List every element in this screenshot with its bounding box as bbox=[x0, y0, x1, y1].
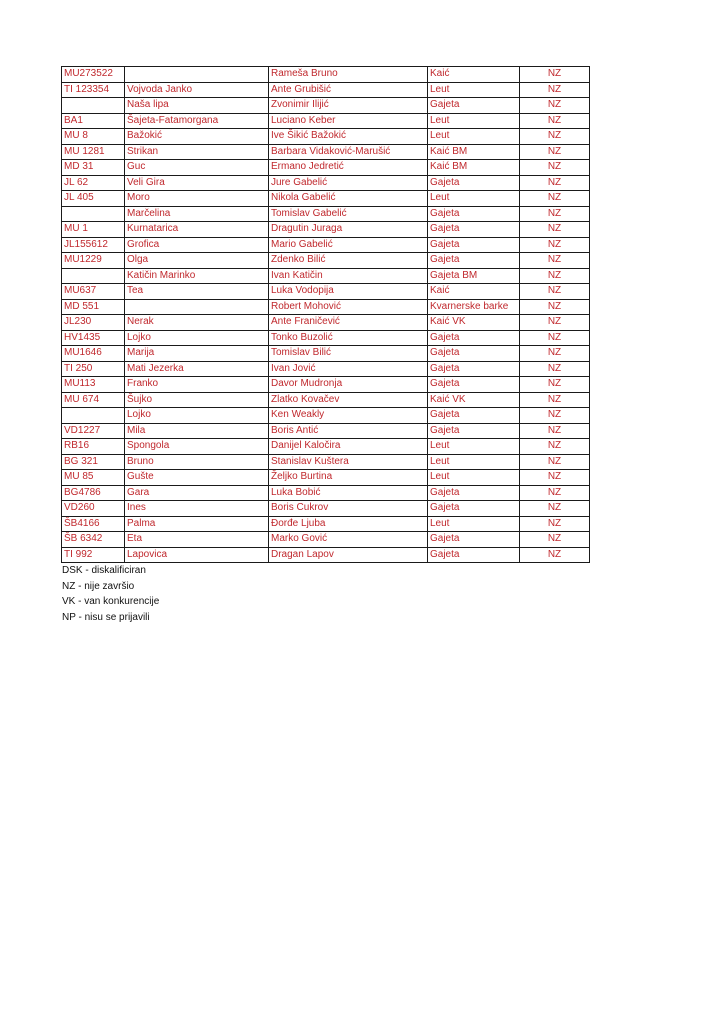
status-cell: NZ bbox=[520, 470, 590, 486]
table-row bbox=[62, 377, 590, 393]
registration-cell bbox=[62, 98, 125, 114]
boat-type-cell: Gajeta bbox=[428, 206, 520, 222]
table-row bbox=[62, 82, 590, 98]
status-cell: NZ bbox=[520, 346, 590, 362]
boat-name-cell: Ines bbox=[125, 501, 269, 517]
table-row bbox=[62, 67, 590, 83]
registration-cell: JL155612 bbox=[62, 237, 125, 253]
boat-type-cell: Kaić bbox=[428, 284, 520, 300]
table-row bbox=[62, 284, 590, 300]
registration-cell: TI 992 bbox=[62, 547, 125, 563]
boat-name-cell: Strikan bbox=[125, 144, 269, 160]
status-cell: NZ bbox=[520, 98, 590, 114]
boat-type-cell: Leut bbox=[428, 113, 520, 129]
table-row bbox=[62, 439, 590, 455]
table-row bbox=[62, 454, 590, 470]
registration-cell: MU637 bbox=[62, 284, 125, 300]
boat-name-cell bbox=[125, 67, 269, 83]
table-row bbox=[62, 98, 590, 114]
status-cell: NZ bbox=[520, 175, 590, 191]
registration-cell: TI 250 bbox=[62, 361, 125, 377]
boat-type-cell: Kaić VK bbox=[428, 315, 520, 331]
registration-cell: HV1435 bbox=[62, 330, 125, 346]
boat-name-cell: Marčelina bbox=[125, 206, 269, 222]
boat-type-cell: Leut bbox=[428, 454, 520, 470]
skipper-cell: Đorđe Ljuba bbox=[269, 516, 428, 532]
table-row bbox=[62, 144, 590, 160]
skipper-cell: Marko Gović bbox=[269, 532, 428, 548]
table-row bbox=[62, 206, 590, 222]
status-cell: NZ bbox=[520, 82, 590, 98]
boat-name-cell: Mila bbox=[125, 423, 269, 439]
registration-cell: RB16 bbox=[62, 439, 125, 455]
skipper-cell: Zdenko Bilić bbox=[269, 253, 428, 269]
status-cell: NZ bbox=[520, 191, 590, 207]
skipper-cell: Boris Antić bbox=[269, 423, 428, 439]
boat-name-cell: Bažokić bbox=[125, 129, 269, 145]
registration-cell: MU 1 bbox=[62, 222, 125, 238]
status-cell: NZ bbox=[520, 67, 590, 83]
registration-cell: BG 321 bbox=[62, 454, 125, 470]
table-row bbox=[62, 222, 590, 238]
registration-cell: ŠB4166 bbox=[62, 516, 125, 532]
legend-item: DSK - diskalificiran bbox=[62, 565, 146, 576]
registration-cell: JL230 bbox=[62, 315, 125, 331]
skipper-cell: Stanislav Kuštera bbox=[269, 454, 428, 470]
registration-cell: MU 8 bbox=[62, 129, 125, 145]
boat-type-cell: Leut bbox=[428, 516, 520, 532]
table-row bbox=[62, 315, 590, 331]
boat-name-cell: Šajeta-Fatamorgana bbox=[125, 113, 269, 129]
status-cell: NZ bbox=[520, 454, 590, 470]
boat-name-cell: Moro bbox=[125, 191, 269, 207]
table-row bbox=[62, 361, 590, 377]
status-cell: NZ bbox=[520, 253, 590, 269]
boat-type-cell: Gajeta bbox=[428, 532, 520, 548]
skipper-cell: Tomislav Bilić bbox=[269, 346, 428, 362]
skipper-cell: Ivan Jović bbox=[269, 361, 428, 377]
table-row bbox=[62, 160, 590, 176]
table-row bbox=[62, 485, 590, 501]
boat-type-cell: Gajeta bbox=[428, 222, 520, 238]
registration-cell: MU 674 bbox=[62, 392, 125, 408]
table-row bbox=[62, 408, 590, 424]
boat-name-cell: Naša lipa bbox=[125, 98, 269, 114]
skipper-cell: Ante Franičević bbox=[269, 315, 428, 331]
status-cell: NZ bbox=[520, 439, 590, 455]
skipper-cell: Davor Mudronja bbox=[269, 377, 428, 393]
registration-cell: MD 31 bbox=[62, 160, 125, 176]
registration-cell: JL 405 bbox=[62, 191, 125, 207]
table-row bbox=[62, 237, 590, 253]
registration-cell: BA1 bbox=[62, 113, 125, 129]
boat-type-cell: Leut bbox=[428, 439, 520, 455]
results-table-body bbox=[62, 67, 590, 563]
status-cell: NZ bbox=[520, 237, 590, 253]
status-cell: NZ bbox=[520, 377, 590, 393]
boat-type-cell: Gajeta BM bbox=[428, 268, 520, 284]
skipper-cell: Jure Gabelić bbox=[269, 175, 428, 191]
table-row bbox=[62, 191, 590, 207]
registration-cell: ŠB 6342 bbox=[62, 532, 125, 548]
boat-type-cell: Leut bbox=[428, 82, 520, 98]
status-cell: NZ bbox=[520, 144, 590, 160]
table-row bbox=[62, 501, 590, 517]
registration-cell: MU 85 bbox=[62, 470, 125, 486]
status-cell: NZ bbox=[520, 361, 590, 377]
skipper-cell: Luka Vodopija bbox=[269, 284, 428, 300]
boat-name-cell: Lapovica bbox=[125, 547, 269, 563]
boat-name-cell: Gušte bbox=[125, 470, 269, 486]
skipper-cell: Ivan Katičin bbox=[269, 268, 428, 284]
registration-cell: BG4786 bbox=[62, 485, 125, 501]
boat-type-cell: Gajeta bbox=[428, 330, 520, 346]
boat-name-cell: Šujko bbox=[125, 392, 269, 408]
boat-name-cell: Lojko bbox=[125, 330, 269, 346]
boat-name-cell: Tea bbox=[125, 284, 269, 300]
legend-item: VK - van konkurencije bbox=[62, 596, 160, 607]
boat-type-cell: Gajeta bbox=[428, 547, 520, 563]
skipper-cell: Mario Gabelić bbox=[269, 237, 428, 253]
table-row bbox=[62, 129, 590, 145]
boat-type-cell: Gajeta bbox=[428, 253, 520, 269]
skipper-cell: Tonko Buzolić bbox=[269, 330, 428, 346]
boat-name-cell: Gara bbox=[125, 485, 269, 501]
boat-type-cell: Gajeta bbox=[428, 501, 520, 517]
boat-name-cell: Vojvoda Janko bbox=[125, 82, 269, 98]
status-cell: NZ bbox=[520, 129, 590, 145]
status-cell: NZ bbox=[520, 299, 590, 315]
boat-name-cell: Eta bbox=[125, 532, 269, 548]
table-row bbox=[62, 299, 590, 315]
status-cell: NZ bbox=[520, 330, 590, 346]
skipper-cell: Nikola Gabelić bbox=[269, 191, 428, 207]
legend-item: NZ - nije završio bbox=[62, 580, 135, 592]
registration-cell: MU273522 bbox=[62, 67, 125, 83]
skipper-cell: Dragan Lapov bbox=[269, 547, 428, 563]
status-cell: NZ bbox=[520, 532, 590, 548]
status-cell: NZ bbox=[520, 222, 590, 238]
status-cell: NZ bbox=[520, 113, 590, 129]
boat-type-cell: Gajeta bbox=[428, 377, 520, 393]
registration-cell: VD260 bbox=[62, 501, 125, 517]
boat-type-cell: Kaić VK bbox=[428, 392, 520, 408]
status-cell: NZ bbox=[520, 408, 590, 424]
registration-cell bbox=[62, 408, 125, 424]
table-row bbox=[62, 516, 590, 532]
boat-name-cell: Spongola bbox=[125, 439, 269, 455]
registration-cell bbox=[62, 206, 125, 222]
status-cell: NZ bbox=[520, 547, 590, 563]
status-cell: NZ bbox=[520, 206, 590, 222]
boat-type-cell: Leut bbox=[428, 470, 520, 486]
skipper-cell: Luka Bobić bbox=[269, 485, 428, 501]
skipper-cell: Zvonimir Ilijić bbox=[269, 98, 428, 114]
boat-type-cell: Gajeta bbox=[428, 423, 520, 439]
skipper-cell: Tomislav Gabelić bbox=[269, 206, 428, 222]
boat-name-cell: Grofica bbox=[125, 237, 269, 253]
status-cell: NZ bbox=[520, 160, 590, 176]
registration-cell: VD1227 bbox=[62, 423, 125, 439]
table-row bbox=[62, 470, 590, 486]
boat-type-cell: Kaić BM bbox=[428, 144, 520, 160]
boat-name-cell: Olga bbox=[125, 253, 269, 269]
registration-cell: MD 551 bbox=[62, 299, 125, 315]
boat-type-cell: Kaić BM bbox=[428, 160, 520, 176]
status-cell: NZ bbox=[520, 423, 590, 439]
status-cell: NZ bbox=[520, 284, 590, 300]
skipper-cell: Luciano Keber bbox=[269, 113, 428, 129]
boat-type-cell: Kvarnerske barke bbox=[428, 299, 520, 315]
table-row bbox=[62, 113, 590, 129]
skipper-cell: Rameša Bruno bbox=[269, 67, 428, 83]
table-row bbox=[62, 547, 590, 563]
boat-type-cell: Gajeta bbox=[428, 175, 520, 191]
boat-type-cell: Gajeta bbox=[428, 408, 520, 424]
status-cell: NZ bbox=[520, 315, 590, 331]
skipper-cell: Ken Weakly bbox=[269, 408, 428, 424]
table-row bbox=[62, 423, 590, 439]
status-cell: NZ bbox=[520, 268, 590, 284]
table-row bbox=[62, 532, 590, 548]
boat-name-cell: Kurnatarica bbox=[125, 222, 269, 238]
status-cell: NZ bbox=[520, 501, 590, 517]
status-cell: NZ bbox=[520, 516, 590, 532]
legend bbox=[62, 563, 159, 625]
boat-type-cell: Leut bbox=[428, 129, 520, 145]
registration-cell: MU113 bbox=[62, 377, 125, 393]
boat-name-cell: Mati Jezerka bbox=[125, 361, 269, 377]
results-table bbox=[61, 66, 590, 563]
skipper-cell: Dragutin Juraga bbox=[269, 222, 428, 238]
skipper-cell: Danijel Kaločira bbox=[269, 439, 428, 455]
table-row bbox=[62, 253, 590, 269]
boat-name-cell: Katičin Marinko bbox=[125, 268, 269, 284]
boat-name-cell: Franko bbox=[125, 377, 269, 393]
skipper-cell: Zlatko Kovačev bbox=[269, 392, 428, 408]
boat-type-cell: Gajeta bbox=[428, 98, 520, 114]
registration-cell bbox=[62, 268, 125, 284]
boat-name-cell: Veli Gira bbox=[125, 175, 269, 191]
boat-type-cell: Kaić bbox=[428, 67, 520, 83]
boat-type-cell: Leut bbox=[428, 191, 520, 207]
registration-cell: MU 1281 bbox=[62, 144, 125, 160]
boat-name-cell: Bruno bbox=[125, 454, 269, 470]
skipper-cell: Željko Burtina bbox=[269, 470, 428, 486]
status-cell: NZ bbox=[520, 485, 590, 501]
registration-cell: JL 62 bbox=[62, 175, 125, 191]
skipper-cell: Robert Mohović bbox=[269, 299, 428, 315]
boat-type-cell: Gajeta bbox=[428, 346, 520, 362]
table-row bbox=[62, 346, 590, 362]
legend-item: NP - nisu se prijavili bbox=[62, 611, 150, 623]
boat-name-cell: Palma bbox=[125, 516, 269, 532]
boat-name-cell: Lojko bbox=[125, 408, 269, 424]
registration-cell: MU1646 bbox=[62, 346, 125, 362]
table-row bbox=[62, 175, 590, 191]
skipper-cell: Ante Grubišić bbox=[269, 82, 428, 98]
boat-type-cell: Gajeta bbox=[428, 485, 520, 501]
table-row bbox=[62, 268, 590, 284]
skipper-cell: Boris Cukrov bbox=[269, 501, 428, 517]
table-row bbox=[62, 392, 590, 408]
skipper-cell: Barbara Vidaković-Marušić bbox=[269, 144, 428, 160]
registration-cell: MU1229 bbox=[62, 253, 125, 269]
skipper-cell: Ermano Jedretić bbox=[269, 160, 428, 176]
boat-name-cell bbox=[125, 299, 269, 315]
status-cell: NZ bbox=[520, 392, 590, 408]
boat-name-cell: Guc bbox=[125, 160, 269, 176]
registration-cell: TI 123354 bbox=[62, 82, 125, 98]
table-row bbox=[62, 330, 590, 346]
boat-name-cell: Nerak bbox=[125, 315, 269, 331]
boat-type-cell: Gajeta bbox=[428, 361, 520, 377]
boat-name-cell: Marija bbox=[125, 346, 269, 362]
boat-type-cell: Gajeta bbox=[428, 237, 520, 253]
skipper-cell: Ive Šikić Bažokić bbox=[269, 129, 428, 145]
